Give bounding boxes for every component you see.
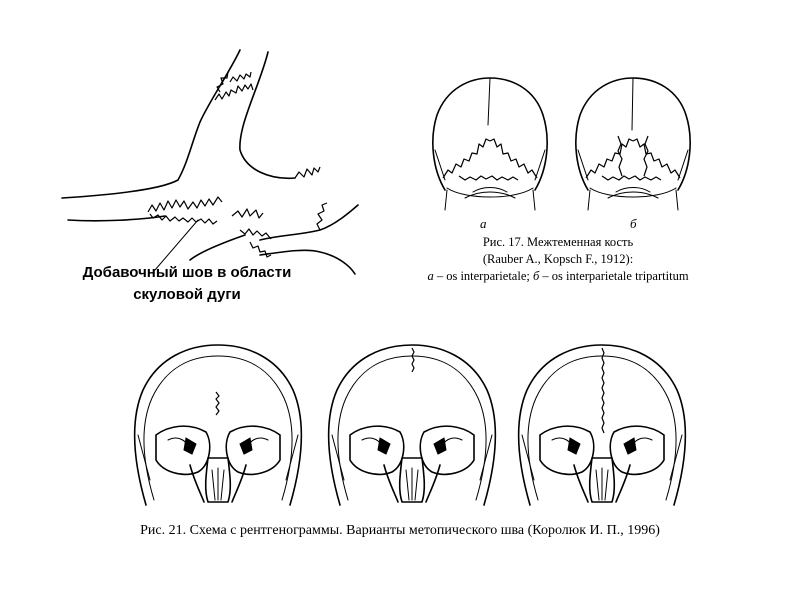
figure17-caption-legend xyxy=(398,268,718,285)
figure17-legend-b-text: – os interparietale tripartitum xyxy=(539,269,689,283)
zygomatic-caption-line2: скуловой дуги xyxy=(133,286,241,303)
figure21-caption: Рис. 21. Схема с рентгенограммы. Варианты метопического шва (Королюк И. П., 1996) xyxy=(140,523,660,538)
figure17-caption-source: (Rauber A., Kopsch F., 1912): xyxy=(482,252,634,266)
zygomatic-arch-drawing xyxy=(50,30,370,300)
figure17-legend-b-letter: б xyxy=(532,269,540,283)
skull-label-b: б xyxy=(630,216,637,231)
skull-interparietale-drawing xyxy=(425,70,555,215)
figure17-caption xyxy=(398,234,718,285)
frontal-skull-variant-1 xyxy=(128,340,308,512)
figure17-caption-title: Рис. 17. Межтеменная кость xyxy=(482,235,634,249)
frontal-skull-variant-3 xyxy=(512,340,692,512)
zygomatic-suture-caption xyxy=(62,262,312,306)
figure17-legend-a-text: – os interparietale; xyxy=(433,269,533,283)
frontal-skull-variant-2 xyxy=(322,340,502,512)
skull-label-a: а xyxy=(480,216,487,231)
skull-interparietale-tripartitum-drawing xyxy=(568,70,698,215)
figure17-legend-a-letter: а xyxy=(427,269,434,283)
zygomatic-caption-line1: Добавочный шов в области xyxy=(82,264,292,281)
